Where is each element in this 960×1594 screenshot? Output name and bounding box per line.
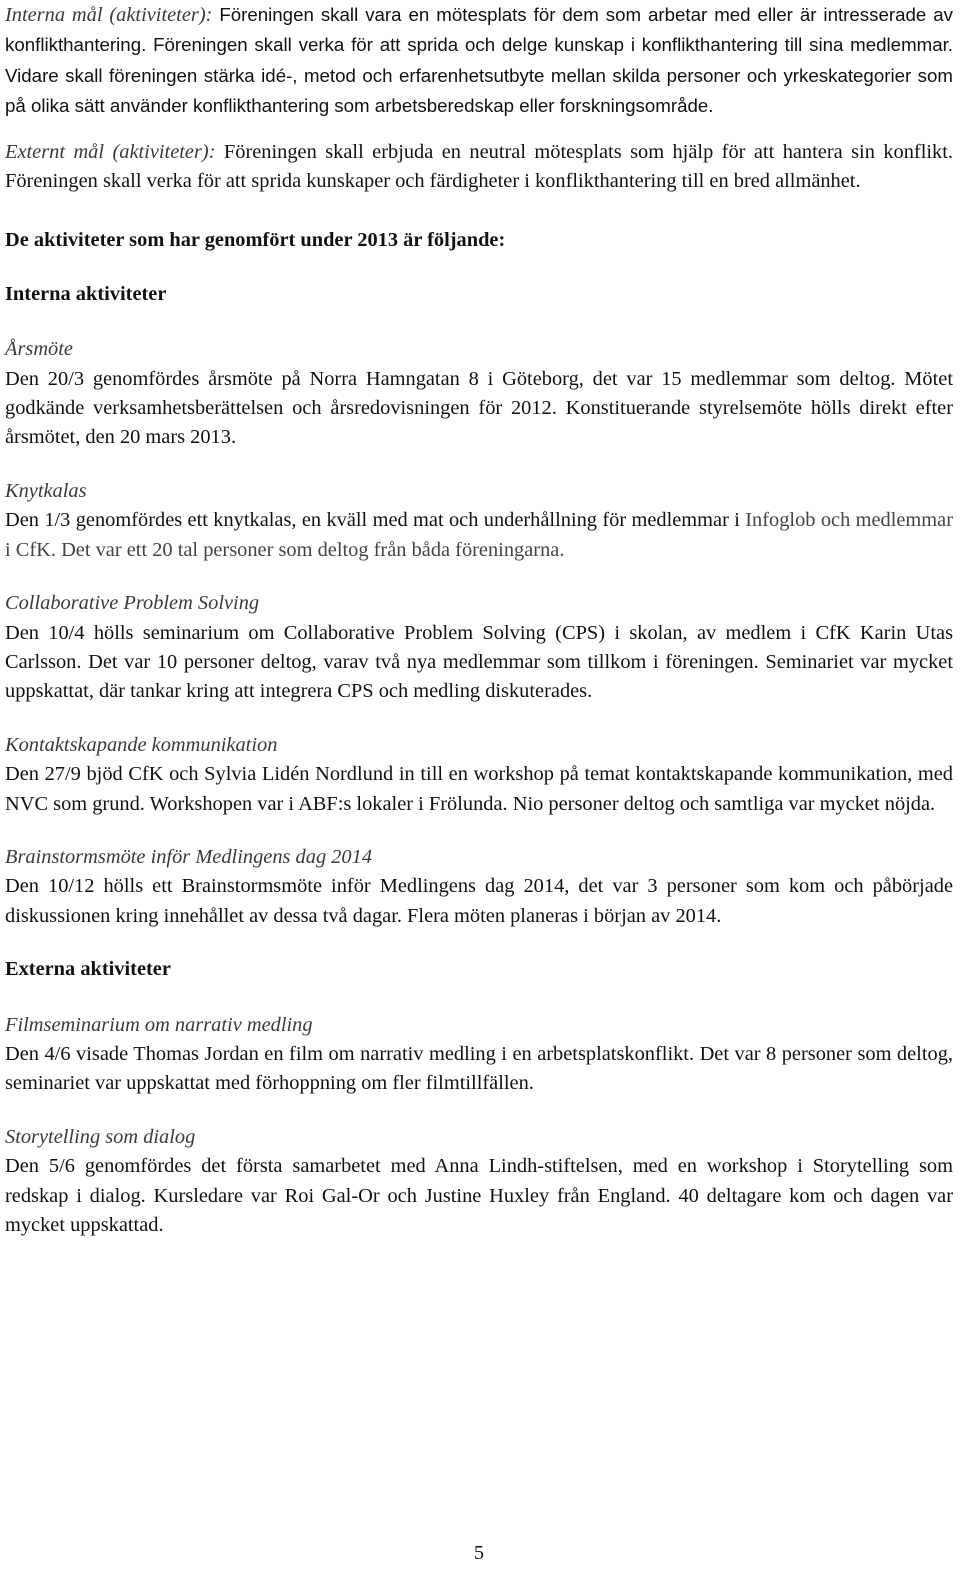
section-body: Den 10/4 hölls seminarium om Collaborative Problem Solving (CPS) i skolan, av medlem i CfK Karin Utas Carlsson. Det var 10 personer deltog, varav två nya medlemmar som tillkom i föreningen. Seminariet var mycket uppskattat, där tankar kring att integrera CPS och medling diskuterades.: [5, 621, 953, 703]
internal-goal-paragraph: [5, 0, 953, 122]
document-page: [5, 0, 953, 1564]
section-body: Den 5/6 genomfördes det första samarbetet med Anna Lindh-stiftelsen, med en workshop i Storytelling som redskap i dialog. Kursledare var Roi Gal-Or och Justine Huxley från England. 40 deltagare kom och dagen var mycket uppskattad.: [5, 1155, 953, 1236]
external-goal-label: Externt mål (aktiviteter):: [5, 140, 216, 163]
external-activities-heading: Externa aktiviteter: [5, 958, 171, 981]
section-title: Årsmöte: [5, 338, 73, 361]
section-title: Filmseminarium om narrativ medling: [5, 1013, 313, 1036]
section-title: Storytelling som dialog: [5, 1125, 196, 1148]
activities-heading: De aktiviteter som har genomfört under 2013 är följande:: [5, 229, 506, 252]
internal-goal-label: Interna mål (aktiviteter):: [5, 4, 213, 26]
internal-section-knytkalas: [5, 477, 953, 565]
section-body: Den 20/3 genomfördes årsmöte på Norra Hamngatan 8 i Göteborg, det var 15 medlemmar som deltog. Mötet godkände verksamhetsberättelsen och årsredovisningen för 2012. Konstituerande styrelsemöte hölls direkt efter årsmötet, den 20 mars 2013.: [5, 367, 953, 449]
section-body: [5, 506, 953, 565]
section-title: Brainstormsmöte inför Medlingens dag 2014: [5, 845, 373, 868]
section-body: Den 10/12 hölls ett Brainstormsmöte inför Medlingens dag 2014, det var 3 personer som kom och påbörjade diskussionen kring innehållet av dessa två dagar. Flera möten planeras i början av 2014.: [5, 875, 953, 927]
internal-section-kontaktskapande: [5, 731, 953, 819]
internal-activities-heading: Interna aktiviteter: [5, 282, 167, 305]
section-body-part-gray: Infoglob och medlemmar i CfK. Det var ett 20 tal personer som deltog från båda föreningarna.: [5, 509, 953, 561]
internal-section-arsmote: [5, 335, 953, 453]
page-number: 5: [473, 1542, 485, 1564]
external-section-storytelling: [5, 1123, 953, 1241]
internal-goal-text: Föreningen skall vara en mötesplats för dem som arbetar med eller är intresserade av konflikthantering. Föreningen skall verka för att sprida och delge kunskap i konflikthantering till sina medlemmar. Vidare skall föreningen stärka idé-, metod och erfarenhetsutbyte mellan skilda personer och yrkeskategorier som på olika sätt använder konflikthantering som arbetsberedskap eller forskningsområde.: [5, 4, 953, 117]
external-goal-paragraph: [5, 138, 953, 197]
section-body: Den 27/9 bjöd CfK och Sylvia Lidén Nordlund in till en workshop på temat kontaktskapande kommunikation, med NVC som grund. Workshopen var i ABF:s lokaler i Frölunda. Nio personer deltog och samtliga var mycket nöjda.: [5, 763, 953, 815]
section-title: Kontaktskapande kommunikation: [5, 733, 278, 756]
external-section-filmseminarium: [5, 1011, 953, 1099]
internal-section-cps: [5, 589, 953, 707]
section-body-part: Den 1/3 genomfördes ett knytkalas, en kväll med mat och underhållning för medlemmar i: [5, 509, 740, 532]
section-title: Knytkalas: [5, 479, 87, 502]
section-body: Den 4/6 visade Thomas Jordan en film om narrativ medling i en arbetsplatskonflikt. Det var 8 personer som deltog, seminariet var uppskattat med förhoppning om fler filmtillfällen.: [5, 1042, 953, 1095]
section-title: Collaborative Problem Solving: [5, 592, 260, 615]
external-goal-text: Föreningen skall erbjuda en neutral mötesplats som hjälp för att hantera sin konflikt. Föreningen skall verka för att sprida kunskaper och färdigheter i konflikthantering till en bred allmänhet.: [5, 140, 953, 193]
internal-section-brainstorm: [5, 843, 953, 931]
